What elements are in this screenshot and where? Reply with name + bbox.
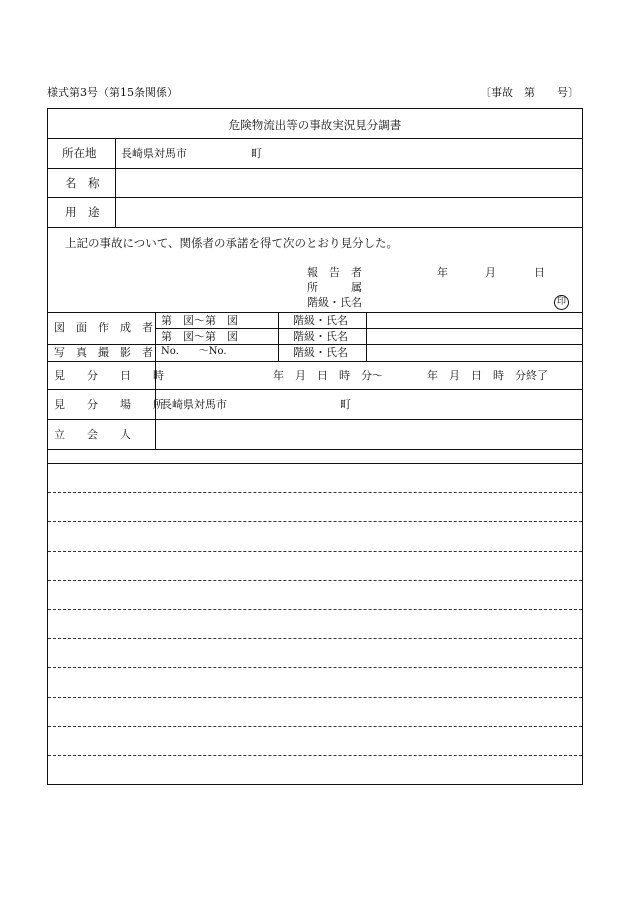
note-line[interactable] xyxy=(48,755,582,756)
note-line[interactable] xyxy=(48,521,582,522)
report-year-label: 年 xyxy=(437,266,448,279)
inspection-place-prefix[interactable]: 長崎県対馬市 xyxy=(161,398,227,411)
note-line[interactable] xyxy=(48,551,582,552)
reporter-label: 報 告 者 xyxy=(307,266,362,279)
drawing-rank-name-1: 階級・氏名 xyxy=(293,314,348,327)
inspection-place-suffix: 町 xyxy=(340,398,351,411)
affiliation-label: 所 属 xyxy=(307,281,362,294)
reporter-rank-name-label: 階級・氏名 xyxy=(307,296,362,309)
inspection-report-form xyxy=(47,108,583,785)
note-line[interactable] xyxy=(48,638,582,639)
note-line[interactable] xyxy=(48,726,582,727)
inspection-place-label: 見 分 場 所 xyxy=(54,398,164,411)
photo-rank-name: 階級・氏名 xyxy=(293,346,348,359)
location-value-prefix[interactable]: 長崎県対馬市 xyxy=(121,147,187,160)
note-line[interactable] xyxy=(48,609,582,610)
form-number-label: 様式第3号（第15条関係） xyxy=(47,86,178,99)
drawing-range-1[interactable]: 第 図〜第 図 xyxy=(161,314,238,327)
accident-number-label: 〔事故 第 号〕 xyxy=(480,86,579,99)
use-label: 用 途 xyxy=(65,205,100,219)
witness-label: 立 会 人 xyxy=(54,428,131,441)
drawing-rank-name-2: 階級・氏名 xyxy=(293,330,348,343)
note-line[interactable] xyxy=(48,580,582,581)
name-label: 名 称 xyxy=(65,176,100,190)
statement-text: 上記の事故について、関係者の承諾を得て次のとおり見分した。 xyxy=(65,236,399,250)
drawing-range-2[interactable]: 第 図〜第 図 xyxy=(161,330,238,343)
note-line[interactable] xyxy=(48,667,582,668)
seal-mark: 印 xyxy=(554,295,569,310)
note-line[interactable] xyxy=(48,697,582,698)
report-day-label: 日 xyxy=(534,266,545,279)
location-label: 所在地 xyxy=(62,146,97,160)
notes-area[interactable] xyxy=(48,463,582,784)
photo-range[interactable]: No. 〜No. xyxy=(161,346,227,357)
report-month-label: 月 xyxy=(485,266,496,279)
form-title: 危険物流出等の事故実況見分調書 xyxy=(228,118,402,132)
location-value-suffix: 町 xyxy=(251,147,262,160)
note-line[interactable] xyxy=(48,492,582,493)
inspection-datetime-label: 見 分 日 時 xyxy=(54,369,164,382)
drawing-creator-label: 図 面 作 成 者 xyxy=(54,321,153,334)
photographer-label: 写 真 撮 影 者 xyxy=(54,346,153,359)
inspection-datetime-value[interactable]: 年 月 日 時 分〜 年 月 日 時 分終了 xyxy=(273,369,548,382)
